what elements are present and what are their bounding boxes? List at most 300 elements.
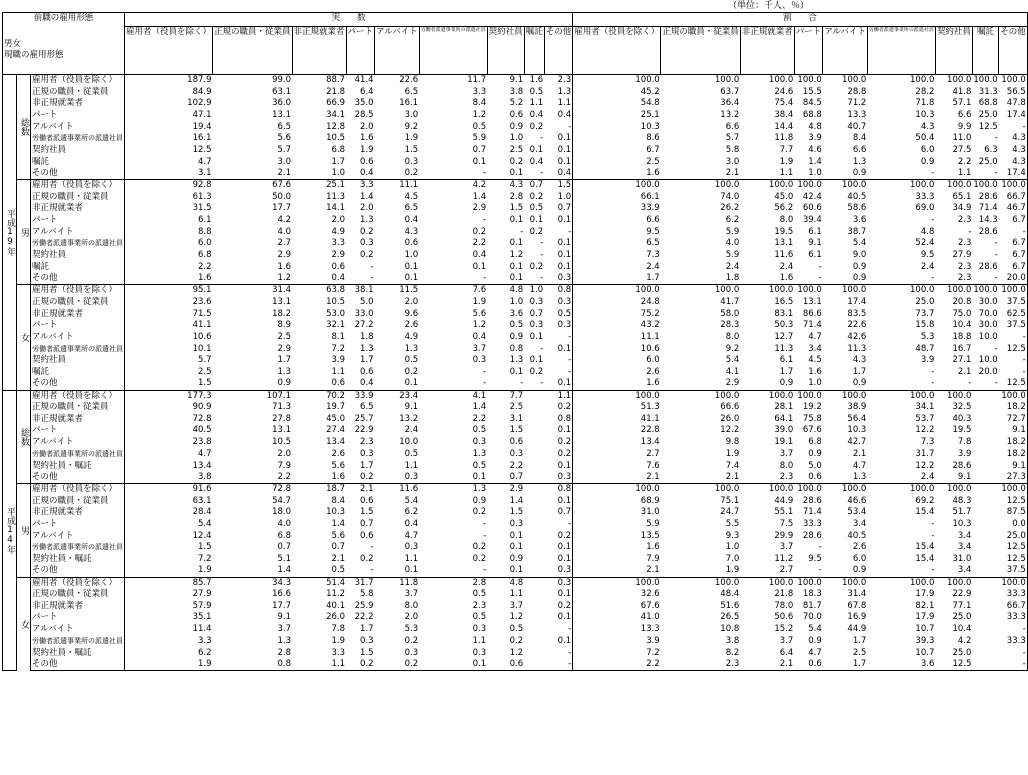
table-cell: 107.1 <box>213 390 293 402</box>
table-cell: 2.3 <box>957 215 972 226</box>
table-cell: 11.6 <box>375 484 420 496</box>
table-cell: 6.7 <box>999 238 1028 250</box>
row-label: 労働者派遣事業所の派遣社員 <box>31 238 125 250</box>
table-cell: 1.7 <box>573 273 661 285</box>
column-header: アルバイト <box>823 27 868 75</box>
table-cell: 0.1 <box>557 343 572 354</box>
table-cell: 0.3 <box>360 635 374 646</box>
table-cell: 3.0 <box>404 109 419 120</box>
table-cell: 31.5 <box>192 203 212 214</box>
table-cell <box>972 449 998 461</box>
table-cell: 40.3 <box>952 413 972 424</box>
table-cell: 48.4 <box>720 589 740 600</box>
table-cell: - <box>968 226 972 237</box>
table-cell: 27.2 <box>354 320 374 331</box>
table-cell <box>524 565 544 577</box>
table-cell: 0.6 <box>360 156 374 167</box>
table-cell: 17.4 <box>999 110 1028 122</box>
table-cell: 2.7 <box>779 565 794 576</box>
table-cell: 1.0 <box>557 191 572 202</box>
row-label: その他 <box>31 378 125 390</box>
table-cell: 6.8 <box>277 530 292 541</box>
table-cell: 28.6 <box>952 460 972 471</box>
table-cell: 63.8 <box>292 285 346 297</box>
table-cell: 75.4 <box>774 98 794 109</box>
table-cell: - <box>568 331 572 342</box>
table-cell: 42.7 <box>847 437 867 448</box>
table-cell: 0.3 <box>472 437 487 448</box>
row-label: 正規の職員・従業員 <box>31 86 125 98</box>
table-cell: 18.2 <box>999 449 1028 461</box>
table-cell: 75.8 <box>802 413 822 424</box>
table-cell: 1.5 <box>509 425 524 436</box>
table-cell: 67.6 <box>802 425 822 436</box>
table-cell: 67.6 <box>573 600 661 612</box>
table-cell: 0.2 <box>360 554 374 565</box>
table-cell: 102.9 <box>187 98 212 109</box>
table-cell: 0.1 <box>557 250 572 261</box>
table-cell: - <box>931 367 935 378</box>
table-cell: 0.1 <box>509 565 524 576</box>
table-cell: - <box>540 238 544 249</box>
table-cell: 100.0 <box>794 285 823 297</box>
table-row <box>3 530 1028 542</box>
table-cell: 1.3 <box>277 367 292 378</box>
table-row <box>3 110 1028 122</box>
table-cell: 4.7 <box>404 530 419 541</box>
table-cell: 0.2 <box>529 226 544 237</box>
table-cell: 5.3 <box>404 624 419 635</box>
table-cell: 70.2 <box>292 390 346 402</box>
table-cell <box>524 472 544 484</box>
table-cell: 0.2 <box>375 659 420 671</box>
table-cell: 66.9 <box>326 98 346 109</box>
row-label: 雇用者（役員を除く） <box>31 180 125 192</box>
table-cell: 10.5 <box>326 133 346 144</box>
table-cell: 1.1 <box>529 98 544 109</box>
table-cell: 51.6 <box>720 600 740 611</box>
table-cell <box>972 554 998 566</box>
table-cell: 100.0 <box>573 484 661 496</box>
table-cell: 34.1 <box>326 109 346 120</box>
table-cell: 100.0 <box>740 285 794 297</box>
table-cell: 0.2 <box>472 542 487 553</box>
table-cell: 16.9 <box>847 612 867 623</box>
table-cell: 1.7 <box>852 635 867 646</box>
table-cell: 0.2 <box>404 168 419 179</box>
table-cell: 39.0 <box>774 425 794 436</box>
table-cell: 6.6 <box>725 121 740 132</box>
table-cell: 2.2 <box>277 471 292 482</box>
table-row <box>3 133 1028 145</box>
table-cell: 1.9 <box>331 635 346 646</box>
table-cell: 0.3 <box>404 542 419 553</box>
table-cell: 26.2 <box>720 203 740 214</box>
table-cell: 1.7 <box>331 156 346 167</box>
table-cell: 15.2 <box>774 624 794 635</box>
table-cell: 1.4 <box>277 565 292 576</box>
table-cell: 1.1 <box>544 390 573 402</box>
table-cell: 1.6 <box>573 542 661 554</box>
table-cell: 6.5 <box>404 203 419 214</box>
table-cell: 0.3 <box>360 448 374 459</box>
table-cell: 3.4 <box>852 518 867 529</box>
table-cell: 4.3 <box>404 226 419 237</box>
table-cell: 100.0 <box>935 75 972 87</box>
table-cell: 1.1 <box>957 168 972 179</box>
table-cell: 3.0 <box>277 156 292 167</box>
table-cell: 6.8 <box>331 144 346 155</box>
table-cell: 5.6 <box>331 530 346 541</box>
table-cell: 6.1 <box>808 226 822 237</box>
table-cell: 0.1 <box>472 471 487 482</box>
table-cell: 1.1 <box>779 168 794 179</box>
table-cell: 1.3 <box>404 343 419 354</box>
table-cell: 0.5 <box>404 448 419 459</box>
table-cell: 17.9 <box>915 589 935 600</box>
table-cell: 10.0 <box>978 331 998 342</box>
table-cell: 0.8 <box>557 413 572 424</box>
table-cell: 57.1 <box>952 98 972 109</box>
table-cell: 3.3 <box>331 647 346 658</box>
table-cell: 6.6 <box>957 109 972 120</box>
table-cell: 0.9 <box>920 156 935 167</box>
table-cell: 1.3 <box>472 448 487 459</box>
table-cell: 7.3 <box>573 250 661 262</box>
table-cell: 0.1 <box>404 261 419 272</box>
table-cell: 4.5 <box>404 191 419 202</box>
table-cell: 100.0 <box>794 390 823 402</box>
table-cell: 9.1 <box>808 238 822 249</box>
table-cell: 7.4 <box>725 460 740 471</box>
table-cell: 4.9 <box>404 331 419 342</box>
table-cell <box>524 425 544 437</box>
table-cell: 71.2 <box>847 98 867 109</box>
table-cell: - <box>540 273 544 284</box>
table-row <box>3 332 1028 344</box>
table-cell <box>972 390 998 402</box>
table-cell: - <box>370 273 374 284</box>
table-cell: 2.1 <box>725 168 740 179</box>
table-cell: 3.4 <box>808 343 822 354</box>
table-cell: 0.6 <box>360 495 374 506</box>
table-cell: 2.1 <box>957 367 972 378</box>
table-cell: - <box>483 168 487 179</box>
table-cell: 3.7 <box>779 542 794 553</box>
table-cell: 21.8 <box>326 86 346 97</box>
table-cell: - <box>994 238 998 249</box>
table-cell: 0.4 <box>557 168 572 179</box>
table-cell: 41.1 <box>573 413 661 425</box>
table-cell: 0.7 <box>472 144 487 155</box>
table-cell: 8.4 <box>472 98 487 109</box>
table-row <box>3 507 1028 519</box>
table-cell: 100.0 <box>867 75 935 87</box>
table-cell: 10.7 <box>915 647 935 658</box>
column-header: 正規の職員・従業員 <box>661 27 741 75</box>
table-cell: 100.0 <box>973 285 998 296</box>
table-cell: - <box>931 273 935 284</box>
table-cell: 6.8 <box>808 437 822 448</box>
table-cell: 0.2 <box>529 367 544 378</box>
table-cell: 7.8 <box>957 437 972 448</box>
table-cell: 0.9 <box>852 273 867 284</box>
table-cell <box>972 484 998 496</box>
table-cell: 0.1 <box>557 495 572 506</box>
table-cell: 7.0 <box>725 554 740 565</box>
table-row <box>3 437 1028 449</box>
table-cell <box>524 577 544 589</box>
table-cell: 17.4 <box>847 296 867 307</box>
table-cell: 27.3 <box>999 472 1028 484</box>
table-cell: 4.3 <box>999 133 1028 145</box>
table-cell: 77.1 <box>952 600 972 611</box>
table-cell: 25.0 <box>978 156 998 167</box>
table-cell: 4.3 <box>999 145 1028 157</box>
table-cell: - <box>370 542 374 553</box>
table-cell: 9.5 <box>808 554 822 565</box>
table-cell: 13.2 <box>720 109 740 120</box>
table-cell: 12.8 <box>326 121 346 132</box>
table-cell: 10.3 <box>326 507 346 518</box>
table-cell: 47.1 <box>192 109 212 120</box>
row-label: 正規の職員・従業員 <box>31 402 125 414</box>
table-cell: 100.0 <box>661 180 741 192</box>
table-cell <box>972 437 998 449</box>
table-cell: 0.1 <box>509 530 524 541</box>
table-cell: 3.0 <box>725 156 740 167</box>
table-cell: 1.6 <box>779 273 794 284</box>
table-cell: 1.9 <box>125 659 213 671</box>
table-cell: 10.5 <box>272 437 292 448</box>
table-cell: 25.1 <box>573 110 661 122</box>
table-cell: 4.1 <box>725 367 740 378</box>
table-cell: 3.8 <box>725 635 740 646</box>
table-cell <box>972 413 998 425</box>
table-cell: 1.7 <box>823 659 868 671</box>
table-cell <box>524 600 544 612</box>
table-cell: 2.0 <box>360 203 374 214</box>
table-row <box>3 659 1028 671</box>
table-cell: 40.7 <box>847 121 867 132</box>
table-cell: 1.8 <box>360 331 374 342</box>
table-cell: 0.2 <box>404 635 419 646</box>
table-cell: 11.3 <box>774 343 794 354</box>
table-cell: 32.1 <box>326 320 346 331</box>
table-cell: 100.0 <box>740 180 794 192</box>
table-row <box>3 226 1028 238</box>
table-cell: 100.0 <box>661 484 741 496</box>
column-header: アルバイト <box>375 27 420 75</box>
corner-sex-label: 男女 <box>4 39 22 50</box>
table-cell: 2.4 <box>725 261 740 272</box>
table-cell: 40.5 <box>847 191 867 202</box>
table-cell: 0.1 <box>472 156 487 167</box>
table-cell: 33.0 <box>354 308 374 319</box>
table-cell: 2.0 <box>404 296 419 307</box>
table-cell: 11.5 <box>375 285 420 297</box>
table-cell: - <box>818 273 822 284</box>
row-label: 正規の職員・従業員 <box>31 495 125 507</box>
table-cell: 23.6 <box>192 296 212 307</box>
table-cell: 3.9 <box>920 355 935 366</box>
table-cell: 2.8 <box>509 191 524 202</box>
table-cell: 38.7 <box>847 226 867 237</box>
table-cell: 28.6 <box>978 226 998 237</box>
table-cell: 7.2 <box>331 343 346 354</box>
table-cell: 6.7 <box>999 215 1028 227</box>
table-cell: 4.3 <box>852 355 867 366</box>
table-cell: 56.2 <box>774 203 794 214</box>
table-cell: 7.2 <box>573 647 661 659</box>
sex-label: 女 <box>17 285 31 390</box>
table-cell: 25.7 <box>354 413 374 424</box>
table-cell: 1.9 <box>360 144 374 155</box>
table-row <box>3 156 1028 168</box>
table-cell: 1.9 <box>404 133 419 144</box>
table-cell: 72.7 <box>999 413 1028 425</box>
table-cell <box>972 589 998 601</box>
table-cell: 88.7 <box>292 75 346 87</box>
row-label: 契約社員・嘱託 <box>31 460 125 472</box>
table-cell: 2.3 <box>957 261 972 272</box>
row-label: その他 <box>31 659 125 671</box>
table-cell: 5.4 <box>852 238 867 249</box>
table-row <box>3 612 1028 624</box>
table-cell: 6.2 <box>725 215 740 226</box>
table-cell: 58.6 <box>847 203 867 214</box>
row-label: その他 <box>31 565 125 577</box>
table-row <box>3 308 1028 320</box>
table-cell: 0.3 <box>529 296 544 307</box>
table-cell: 10.6 <box>573 343 661 355</box>
table-cell: 9.8 <box>725 437 740 448</box>
table-cell: 62.5 <box>999 308 1028 320</box>
table-cell: 1.2 <box>472 109 487 120</box>
table-cell: 0.4 <box>557 109 572 120</box>
table-cell: 28.6 <box>802 530 822 541</box>
table-cell: 1.3 <box>360 343 374 354</box>
table-cell: 81.7 <box>802 600 822 611</box>
table-cell: 100.0 <box>867 484 935 496</box>
table-cell: 1.0 <box>725 542 740 553</box>
corner-current-label: 現職の雇用形態 <box>4 50 64 61</box>
table-cell: - <box>994 273 998 284</box>
corner-top-label: 前職の雇用形態 <box>3 13 125 27</box>
table-cell: 4.3 <box>487 180 524 192</box>
table-cell: 100.0 <box>661 285 741 297</box>
row-label: 契約社員 <box>31 145 125 157</box>
table-cell: 45.0 <box>326 413 346 424</box>
table-cell: - <box>568 518 572 529</box>
table-cell: 28.8 <box>847 86 867 97</box>
table-cell <box>972 472 998 484</box>
table-cell: 0.9 <box>852 378 867 389</box>
table-cell <box>524 612 544 624</box>
table-cell: 44.9 <box>774 495 794 506</box>
table-cell: 33.3 <box>999 612 1028 624</box>
row-label: パート <box>31 215 125 227</box>
table-cell: 10.0 <box>978 355 998 366</box>
table-cell: 0.2 <box>360 250 374 261</box>
table-cell: 2.3 <box>957 238 972 249</box>
table-cell: 2.4 <box>920 471 935 482</box>
table-cell: 2.5 <box>277 331 292 342</box>
table-cell: 2.6 <box>573 367 661 379</box>
table-cell: 0.1 <box>557 542 572 553</box>
table-cell: - <box>999 647 1028 659</box>
table-cell: 0.1 <box>557 261 572 272</box>
table-cell: 40.1 <box>326 600 346 611</box>
table-cell: 0.5 <box>404 355 419 366</box>
table-cell: - <box>994 378 998 389</box>
table-cell: 14.4 <box>774 121 794 132</box>
corner-bottom-label <box>3 27 125 75</box>
table-cell <box>972 600 998 612</box>
table-cell: 4.9 <box>331 226 346 237</box>
table-cell: - <box>818 542 822 553</box>
table-row <box>3 565 1028 577</box>
table-cell: 100.0 <box>999 75 1028 87</box>
table-cell: 100.0 <box>661 75 741 87</box>
row-label: 労働者派遣事業所の派遣社員 <box>31 636 125 648</box>
table-cell: 1.4 <box>472 191 487 202</box>
table-cell: 8.8 <box>197 226 212 237</box>
table-cell: 18.2 <box>999 437 1028 449</box>
table-cell: 5.4 <box>725 355 740 366</box>
table-cell: 3.7 <box>779 635 794 646</box>
table-cell: 53.0 <box>326 308 346 319</box>
table-cell: 0.2 <box>346 659 375 671</box>
table-cell: 8.0 <box>404 600 419 611</box>
table-cell: 37.5 <box>999 565 1028 577</box>
table-cell: 6.2 <box>197 647 212 658</box>
table-cell: 63.1 <box>272 86 292 97</box>
table-cell: 0.3 <box>557 471 572 482</box>
column-header: その他 <box>999 27 1028 75</box>
table-cell: 100.0 <box>661 390 741 402</box>
table-cell: 2.9 <box>487 484 524 496</box>
table-cell: 33.3 <box>915 191 935 202</box>
table-row <box>3 495 1028 507</box>
table-cell: 3.3 <box>472 86 487 97</box>
table-cell: 0.4 <box>529 109 544 120</box>
table-cell: 100.0 <box>999 577 1028 589</box>
table-row <box>3 250 1028 262</box>
table-cell: 16.7 <box>952 343 972 354</box>
table-cell: 1.1 <box>292 659 346 671</box>
table-cell: 0.6 <box>808 471 822 482</box>
table-cell: 100.0 <box>661 577 741 589</box>
table-cell: 6.1 <box>197 215 212 226</box>
table-cell: 1.5 <box>544 180 573 192</box>
column-header: パート <box>346 27 375 75</box>
table-row <box>3 168 1028 180</box>
row-label: アルバイト <box>31 226 125 238</box>
table-cell: 19.7 <box>326 402 346 413</box>
table-cell: 32.6 <box>573 589 661 601</box>
table-cell: 75.0 <box>952 308 972 319</box>
row-label: パート <box>31 320 125 332</box>
row-label: 嘱託 <box>31 156 125 168</box>
table-cell <box>524 542 544 554</box>
table-cell: 38.9 <box>847 402 867 413</box>
table-cell: - <box>931 378 935 389</box>
row-label: 正規の職員・従業員 <box>31 589 125 601</box>
table-row <box>3 191 1028 203</box>
table-cell <box>972 636 998 648</box>
table-cell <box>524 530 544 542</box>
